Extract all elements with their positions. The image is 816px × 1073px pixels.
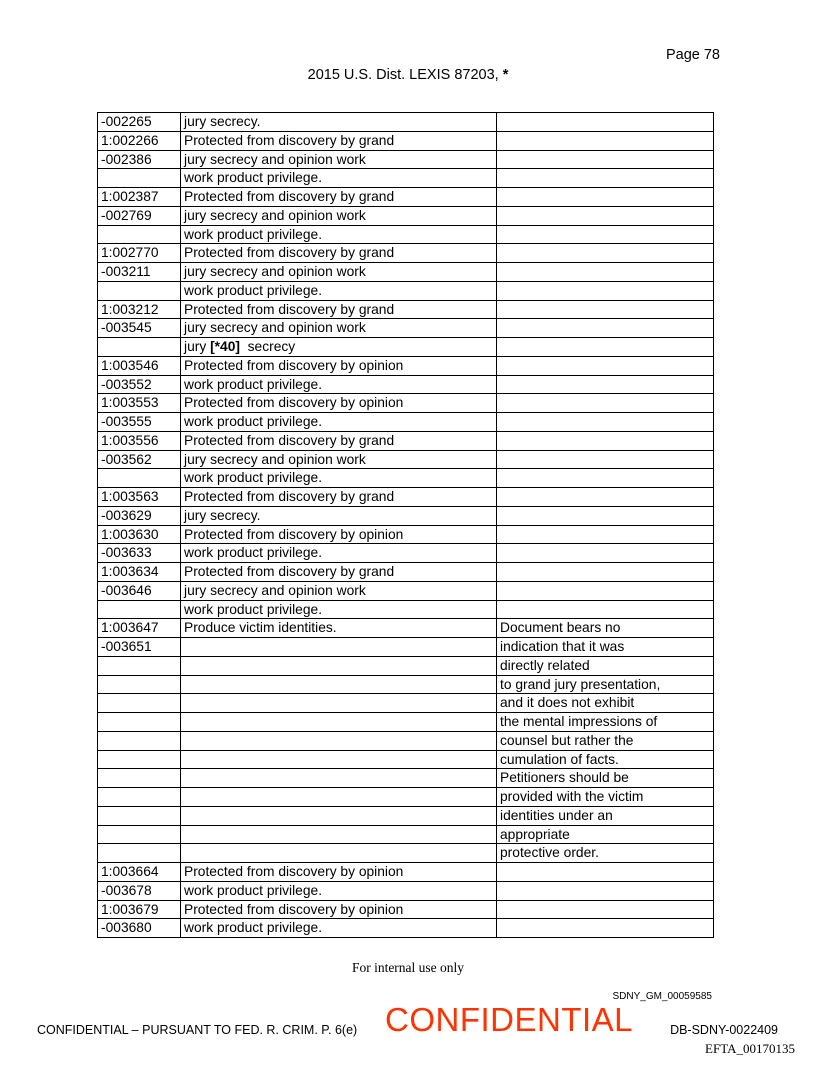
table-row — [98, 825, 714, 844]
ruling-cell — [497, 131, 714, 150]
privilege-reason-cell: work product privilege. — [181, 544, 497, 563]
privilege-reason-cell: work product privilege. — [181, 413, 497, 432]
ruling-cell — [497, 150, 714, 169]
ruling-cell — [497, 206, 714, 225]
ruling-cell: to grand jury presentation, — [497, 675, 714, 694]
doc-range-cell: 1:002387 — [98, 188, 181, 207]
doc-range-cell: -003633 — [98, 544, 181, 563]
privilege-reason-cell: Protected from discovery by grand — [181, 244, 497, 263]
ruling-cell — [497, 863, 714, 882]
privilege-reason-cell: work product privilege. — [181, 169, 497, 188]
table-row — [98, 356, 714, 375]
doc-range-cell — [98, 338, 181, 357]
table-row — [98, 150, 714, 169]
table-row — [98, 225, 714, 244]
doc-range-cell: -003646 — [98, 581, 181, 600]
privilege-reason-cell: Protected from discovery by grand — [181, 300, 497, 319]
page-number: Page 78 — [665, 47, 720, 63]
privilege-reason-cell: work product privilege. — [181, 881, 497, 900]
citation-text: 2015 U.S. Dist. LEXIS 87203, — [307, 67, 503, 83]
privilege-reason-cell: work product privilege. — [181, 919, 497, 938]
table-row — [98, 206, 714, 225]
table-row — [98, 188, 714, 207]
table-row — [98, 881, 714, 900]
ruling-cell — [497, 488, 714, 507]
ruling-cell — [497, 431, 714, 450]
privilege-reason-cell — [181, 806, 497, 825]
efta-number: EFTA_00170135 — [705, 1041, 795, 1056]
ruling-cell — [497, 356, 714, 375]
doc-range-cell: -003678 — [98, 881, 181, 900]
ruling-cell — [497, 881, 714, 900]
ruling-cell — [497, 900, 714, 919]
privilege-reason-cell: jury secrecy and opinion work — [181, 450, 497, 469]
doc-range-cell — [98, 844, 181, 863]
doc-range-cell: -003629 — [98, 506, 181, 525]
ruling-cell — [497, 244, 714, 263]
doc-range-cell — [98, 769, 181, 788]
ruling-cell: and it does not exhibit — [497, 694, 714, 713]
table-row — [98, 619, 714, 638]
doc-range-cell — [98, 225, 181, 244]
ruling-cell — [497, 375, 714, 394]
confidential-stamp: CONFIDENTIAL — [385, 1001, 634, 1038]
doc-range-cell: -003211 — [98, 263, 181, 282]
privilege-log-body — [98, 113, 714, 938]
doc-range-cell — [98, 788, 181, 807]
ruling-cell: indication that it was — [497, 638, 714, 657]
privilege-reason-cell: jury secrecy and opinion work — [181, 581, 497, 600]
table-row — [98, 675, 714, 694]
cell-text: secrecy — [239, 339, 296, 354]
table-row — [98, 300, 714, 319]
citation-star: * — [502, 67, 509, 83]
privilege-reason-cell: Protected from discovery by opinion — [181, 900, 497, 919]
ruling-cell — [497, 563, 714, 582]
ruling-cell — [497, 544, 714, 563]
ruling-cell — [497, 450, 714, 469]
page-break-marker: [*40] — [210, 339, 240, 354]
doc-range-cell — [98, 806, 181, 825]
doc-range-cell — [98, 281, 181, 300]
table-row — [98, 694, 714, 713]
doc-range-cell — [98, 656, 181, 675]
privilege-reason-cell: jury secrecy. — [181, 113, 497, 132]
doc-range-cell: 1:003546 — [98, 356, 181, 375]
ruling-cell — [497, 300, 714, 319]
doc-range-cell — [98, 713, 181, 732]
ruling-cell — [497, 281, 714, 300]
privilege-reason-cell — [181, 844, 497, 863]
privilege-reason-cell: Protected from discovery by opinion — [181, 863, 497, 882]
ruling-cell — [497, 263, 714, 282]
ruling-cell — [497, 919, 714, 938]
table-row — [98, 750, 714, 769]
privilege-log-table — [97, 112, 714, 938]
table-row — [98, 113, 714, 132]
table-row — [98, 413, 714, 432]
ruling-cell — [497, 319, 714, 338]
table-row — [98, 656, 714, 675]
doc-range-cell — [98, 675, 181, 694]
table-row — [98, 806, 714, 825]
confidential-notice: CONFIDENTIAL – PURSUANT TO FED. R. CRIM. P. 6(e) — [37, 1023, 358, 1037]
table-row — [98, 919, 714, 938]
table-row — [98, 394, 714, 413]
privilege-reason-cell: Protected from discovery by opinion — [181, 356, 497, 375]
doc-range-cell: 1:002266 — [98, 131, 181, 150]
privilege-reason-cell — [181, 825, 497, 844]
ruling-cell — [497, 169, 714, 188]
privilege-reason-cell — [181, 731, 497, 750]
doc-range-cell — [98, 169, 181, 188]
table-row — [98, 525, 714, 544]
privilege-reason-cell — [181, 656, 497, 675]
table-row — [98, 506, 714, 525]
table-row — [98, 638, 714, 657]
doc-range-cell: 1:003647 — [98, 619, 181, 638]
doc-range-cell: 1:003664 — [98, 863, 181, 882]
ruling-cell: protective order. — [497, 844, 714, 863]
ruling-cell — [497, 413, 714, 432]
privilege-reason-cell — [181, 638, 497, 657]
ruling-cell — [497, 338, 714, 357]
privilege-reason-cell — [181, 713, 497, 732]
doc-range-cell: 1:003553 — [98, 394, 181, 413]
ruling-cell: cumulation of facts. — [497, 750, 714, 769]
doc-range-cell — [98, 750, 181, 769]
ruling-cell: appropriate — [497, 825, 714, 844]
doc-range-cell: -003545 — [98, 319, 181, 338]
privilege-reason-cell: Protected from discovery by opinion — [181, 525, 497, 544]
privilege-reason-cell: Protected from discovery by grand — [181, 431, 497, 450]
privilege-reason-cell: Protected from discovery by grand — [181, 131, 497, 150]
doc-range-cell: 1:003556 — [98, 431, 181, 450]
table-row — [98, 244, 714, 263]
ruling-cell — [497, 113, 714, 132]
doc-range-cell: 1:003679 — [98, 900, 181, 919]
table-row — [98, 375, 714, 394]
doc-range-cell: -003651 — [98, 638, 181, 657]
privilege-reason-cell — [181, 788, 497, 807]
privilege-reason-cell: Protected from discovery by grand — [181, 563, 497, 582]
doc-range-cell: -003552 — [98, 375, 181, 394]
table-row — [98, 263, 714, 282]
privilege-reason-cell: Protected from discovery by opinion — [181, 394, 497, 413]
privilege-reason-cell: jury secrecy and opinion work — [181, 319, 497, 338]
case-citation — [0, 67, 816, 83]
bates-number-right: DB-SDNY-0022409 — [670, 1023, 778, 1037]
table-row — [98, 281, 714, 300]
table-row — [98, 563, 714, 582]
privilege-reason-cell: work product privilege. — [181, 600, 497, 619]
privilege-reason-cell — [181, 338, 497, 357]
ruling-cell: Petitioners should be — [497, 769, 714, 788]
ruling-cell — [497, 506, 714, 525]
doc-range-cell: -002769 — [98, 206, 181, 225]
doc-range-cell — [98, 731, 181, 750]
bates-number-top: SDNY_GM_00059585 — [612, 991, 712, 1002]
ruling-cell — [497, 188, 714, 207]
privilege-reason-cell: Protected from discovery by grand — [181, 488, 497, 507]
privilege-reason-cell — [181, 675, 497, 694]
doc-range-cell: 1:002770 — [98, 244, 181, 263]
ruling-cell — [497, 469, 714, 488]
privilege-reason-cell: Produce victim identities. — [181, 619, 497, 638]
privilege-reason-cell: jury secrecy and opinion work — [181, 263, 497, 282]
ruling-cell: provided with the victim — [497, 788, 714, 807]
table-row — [98, 469, 714, 488]
privilege-reason-cell: jury secrecy. — [181, 506, 497, 525]
privilege-reason-cell: jury secrecy and opinion work — [181, 150, 497, 169]
doc-range-cell — [98, 469, 181, 488]
table-row — [98, 169, 714, 188]
table-row — [98, 731, 714, 750]
ruling-cell: directly related — [497, 656, 714, 675]
table-row — [98, 600, 714, 619]
ruling-cell: identities under an — [497, 806, 714, 825]
doc-range-cell: 1:003634 — [98, 563, 181, 582]
privilege-reason-cell: jury secrecy and opinion work — [181, 206, 497, 225]
ruling-cell — [497, 581, 714, 600]
ruling-cell — [497, 600, 714, 619]
doc-range-cell: -003680 — [98, 919, 181, 938]
table-row — [98, 488, 714, 507]
doc-range-cell: -002386 — [98, 150, 181, 169]
cell-text: jury — [184, 339, 211, 354]
doc-range-cell: -003562 — [98, 450, 181, 469]
doc-range-cell: -002265 — [98, 113, 181, 132]
table-row — [98, 788, 714, 807]
table-row — [98, 863, 714, 882]
ruling-cell: Document bears no — [497, 619, 714, 638]
table-row — [98, 544, 714, 563]
privilege-reason-cell — [181, 750, 497, 769]
ruling-cell — [497, 225, 714, 244]
doc-range-cell: 1:003630 — [98, 525, 181, 544]
doc-range-cell: 1:003563 — [98, 488, 181, 507]
doc-range-cell — [98, 694, 181, 713]
privilege-reason-cell — [181, 769, 497, 788]
doc-range-cell: 1:003212 — [98, 300, 181, 319]
table-row — [98, 844, 714, 863]
table-row — [98, 338, 714, 357]
ruling-cell — [497, 394, 714, 413]
table-row — [98, 713, 714, 732]
privilege-reason-cell: Protected from discovery by grand — [181, 188, 497, 207]
table-row — [98, 450, 714, 469]
table-row — [98, 900, 714, 919]
table-row — [98, 319, 714, 338]
ruling-cell — [497, 525, 714, 544]
privilege-reason-cell: work product privilege. — [181, 469, 497, 488]
doc-range-cell: -003555 — [98, 413, 181, 432]
privilege-reason-cell: work product privilege. — [181, 375, 497, 394]
internal-use-note: For internal use only — [351, 960, 465, 975]
privilege-reason-cell: work product privilege. — [181, 281, 497, 300]
privilege-reason-cell: work product privilege. — [181, 225, 497, 244]
table-row — [98, 581, 714, 600]
ruling-cell: counsel but rather the — [497, 731, 714, 750]
table-row — [98, 431, 714, 450]
table-row — [98, 131, 714, 150]
doc-range-cell — [98, 825, 181, 844]
privilege-reason-cell — [181, 694, 497, 713]
doc-range-cell — [98, 600, 181, 619]
ruling-cell: the mental impressions of — [497, 713, 714, 732]
table-row — [98, 769, 714, 788]
